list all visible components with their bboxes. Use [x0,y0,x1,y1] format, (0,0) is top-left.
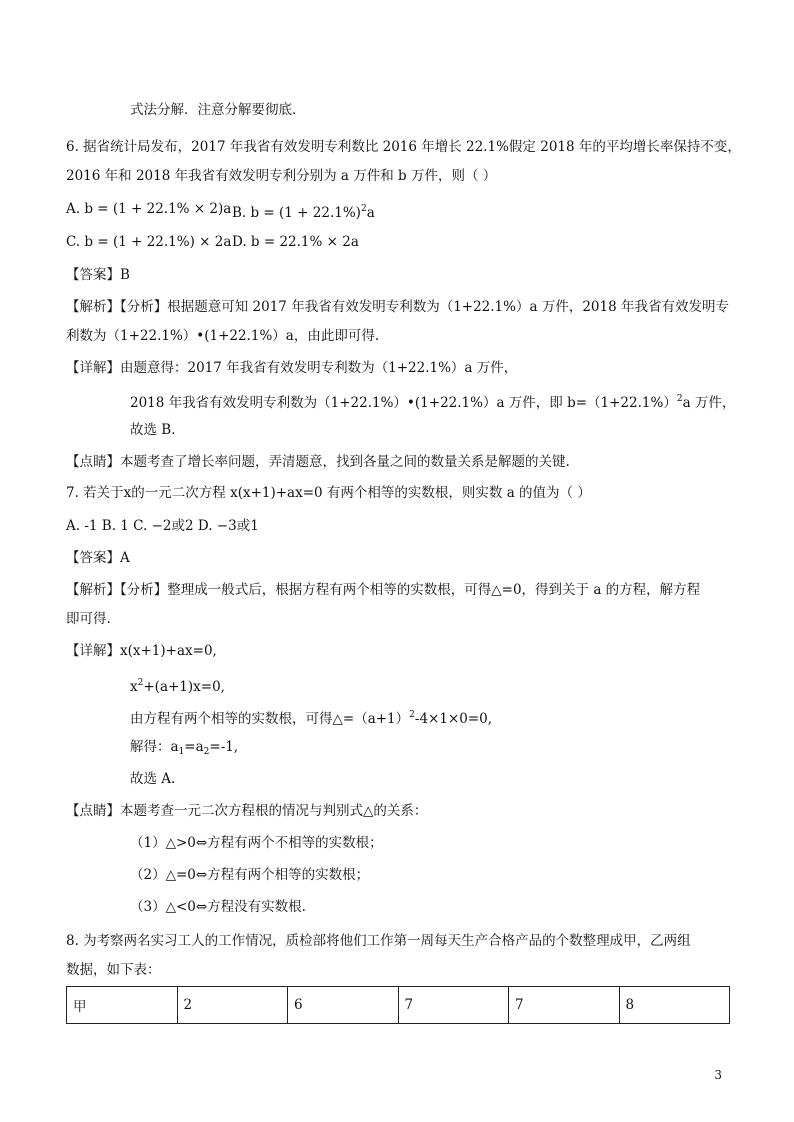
q6-option-a: A. b = (1 + 22.1% × 2)a [66,201,232,217]
detail-7-line5: 故选 A. [130,771,176,787]
table-cell: 6 [288,987,399,1024]
detail-7-line3: 由方程有两个相等的实数根，可得$\triangle=(a+1)^2-4\times 1\times 0=0$, [130,710,493,727]
detail-6-line2: 2018 年我省有效发明专利数为（1+22.1%）•(1+22.1%）a 万件，即 $b=(1+22.1\%)^2a$ 万件， [130,394,736,411]
data-table [66,986,730,1024]
question-8-stem-cont: 数据，如下表： [66,962,161,978]
page-number: 3 [714,1068,722,1082]
question-8-stem: 8. 为考察两名实习工人的工作情况，质检部将他们工作第一周每天生产合格产品的个数整理成甲，乙两组 [66,933,691,949]
detail-7-line2: $x^2+(a+1)x=0$, [130,678,225,695]
note-7-item-1: （1）△>0⇔方程有两个不相等的实数根； [130,835,383,851]
note-6: 【点睛】本题考查了增长率问题，弄清题意，找到各量之间的数量关系是解题的关键. [66,454,570,470]
detail-7-line4: 解得：$a_1=a_2=-1$, [130,739,239,757]
question-6-stem: 6. 据省统计局发布，2017 年我省有效发明专利数比 2016 年增长 22.1%假定 2018 年的平均增长率保持不变， [66,139,741,155]
q6-option-d: D. b = 22.1% × 2a [232,234,359,250]
detail-6-line3: 故选 B. [130,422,176,438]
text-line: 式法分解．注意分解要彻底． [130,102,306,118]
detail-7: 【详解】x(x+1)+ax=0, [66,643,217,659]
table-cell: 8 [619,987,730,1024]
q6-option-b: B. $b = (1 + 22.1\%)^2a$ [232,204,375,221]
question-6-stem-cont: 2016 年和 2018 年我省有效发明专利分别为 a 万件和 b 万件，则（ ） [66,168,497,184]
note-7: 【点睛】本题考查一元二次方程根的情况与判别式△的关系： [66,803,428,819]
analysis-6-cont: 利数为（1+22.1%）•(1+22.1%）a，由此即可得. [66,328,380,344]
table-cell: 7 [509,987,620,1024]
detail-6: 【详解】由题意得：2017 年我省有效发明专利数为（1+22.1%）a 万件， [66,360,518,376]
answer-6: 【答案】B [66,267,130,283]
note-7-item-2: （2）△=0⇔方程有两个相等的实数根； [130,867,370,883]
table-cell: 2 [177,987,288,1024]
analysis-7-cont: 即可得. [66,611,111,627]
q7-options: A. -1 B. 1 C. −2或2 D. −3或1 [66,518,259,534]
table-row [67,987,730,1024]
analysis-7: 【解析】【分析】整理成一般式后，根据方程有两个相等的实数根，可得△=0，得到关于 a 的方程，解方程 [66,582,701,598]
analysis-6: 【解析】【分析】根据题意可知 2017 年我省有效发明专利数为（1+22.1%）a 万件，2018 年我省有效发明专 [66,299,729,315]
answer-7: 【答案】A [66,550,130,566]
note-7-item-3: （3）△<0⇔方程没有实数根. [130,899,306,915]
table-cell: 甲 [67,987,178,1024]
question-7-stem: 7. 若关于x的一元二次方程 x(x+1)+ax=0 有两个相等的实数根，则实数 a 的值为（ ） [66,485,591,501]
table-cell: 7 [398,987,509,1024]
q6-option-c: C. b = (1 + 22.1%) × 2a [66,234,232,250]
